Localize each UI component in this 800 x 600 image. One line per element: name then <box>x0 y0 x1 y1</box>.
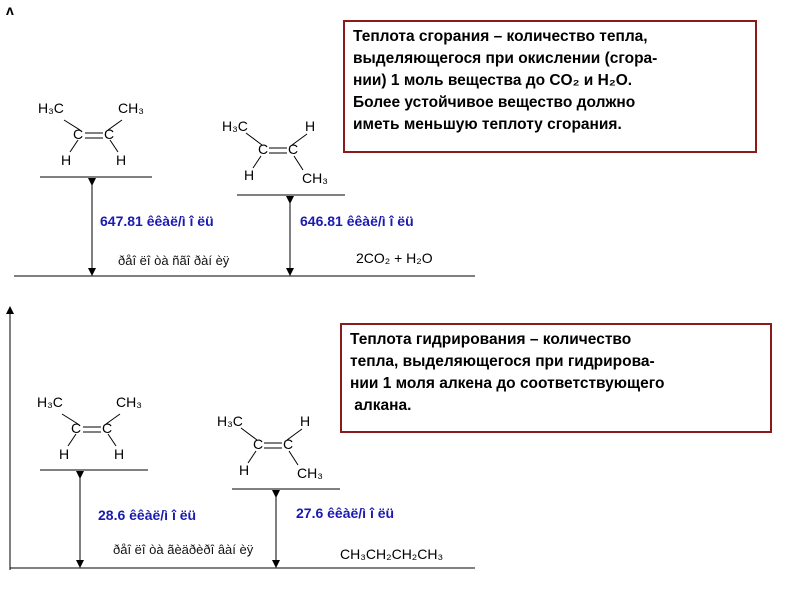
bottom-left-value: 28.6 êêàë/ì î ëü <box>98 507 197 523</box>
top-trans-h: H <box>305 118 316 134</box>
bottom-cis-h2: H <box>114 446 125 462</box>
top-bottom-label: ðåî ëî òà ñãî ðàí èÿ <box>118 253 230 268</box>
top-left-value: 647.81 êêàë/ì î ëü <box>100 213 214 229</box>
bottom-product-label: CH₃CH₂CH₂CH₃ <box>340 546 444 562</box>
combustion-info-line: иметь меньшую теплоту сгорания. <box>353 116 622 133</box>
hydrogenation-info-line: Теплота гидрирования – количество <box>350 331 632 348</box>
bottom-bottom-label: ðåî ëî òà ãèäðèðî âàí èÿ <box>113 542 254 557</box>
combustion-info-line: Более устойчивое вещество должно <box>353 94 636 111</box>
hydrogenation-info-line: тепла, выделяющегося при гидрирова- <box>350 353 655 370</box>
top-cis-c2: C <box>104 126 115 142</box>
corner-mark: ᴧ <box>6 2 14 18</box>
bottom-cis-ch3: CH₃ <box>116 394 142 410</box>
top-cis-ch3: CH₃ <box>118 100 144 116</box>
bottom-trans-h3c: H₃C <box>217 413 243 429</box>
top-trans-h2: H <box>244 167 255 183</box>
bottom-cis-c1: C <box>71 420 82 436</box>
combustion-info-line: выделяющегося при окислении (сгора- <box>353 50 658 67</box>
bottom-trans-h: H <box>300 413 311 429</box>
bottom-right-value: 27.6 êêàë/ì î ëü <box>296 505 395 521</box>
bottom-trans-h2: H <box>239 462 250 478</box>
combustion-info-line: Теплота сгорания – количество тепла, <box>353 28 648 45</box>
bottom-cis-h1: H <box>59 446 70 462</box>
top-right-value: 646.81 êêàë/ì î ëü <box>300 213 414 229</box>
combustion-info-box <box>343 20 757 153</box>
top-trans-h3c: H₃C <box>222 118 248 134</box>
top-cis-c1: C <box>73 126 84 142</box>
top-cis-h3c: H₃C <box>38 100 64 116</box>
hydrogenation-info-line: нии 1 моля алкена до соответствующего <box>350 375 665 392</box>
bottom-trans-ch3: CH₃ <box>297 465 323 481</box>
top-product-label: 2CO₂ + H₂O <box>356 250 433 266</box>
top-cis-h1: H <box>61 152 72 168</box>
top-trans-ch3: CH₃ <box>302 170 328 186</box>
bottom-trans-c1: C <box>253 436 264 452</box>
hydrogenation-info-box <box>340 323 772 433</box>
bottom-cis-h3c: H₃C <box>37 394 63 410</box>
hydrogenation-info-line: алкана. <box>350 397 412 414</box>
bottom-cis-c2: C <box>102 420 113 436</box>
combustion-info-line: нии) 1 моль вещества до CO₂ и H₂O. <box>353 72 633 89</box>
top-cis-h2: H <box>116 152 127 168</box>
top-trans-c2: C <box>288 141 299 157</box>
top-trans-c1: C <box>258 141 269 157</box>
bottom-trans-c2: C <box>283 436 294 452</box>
